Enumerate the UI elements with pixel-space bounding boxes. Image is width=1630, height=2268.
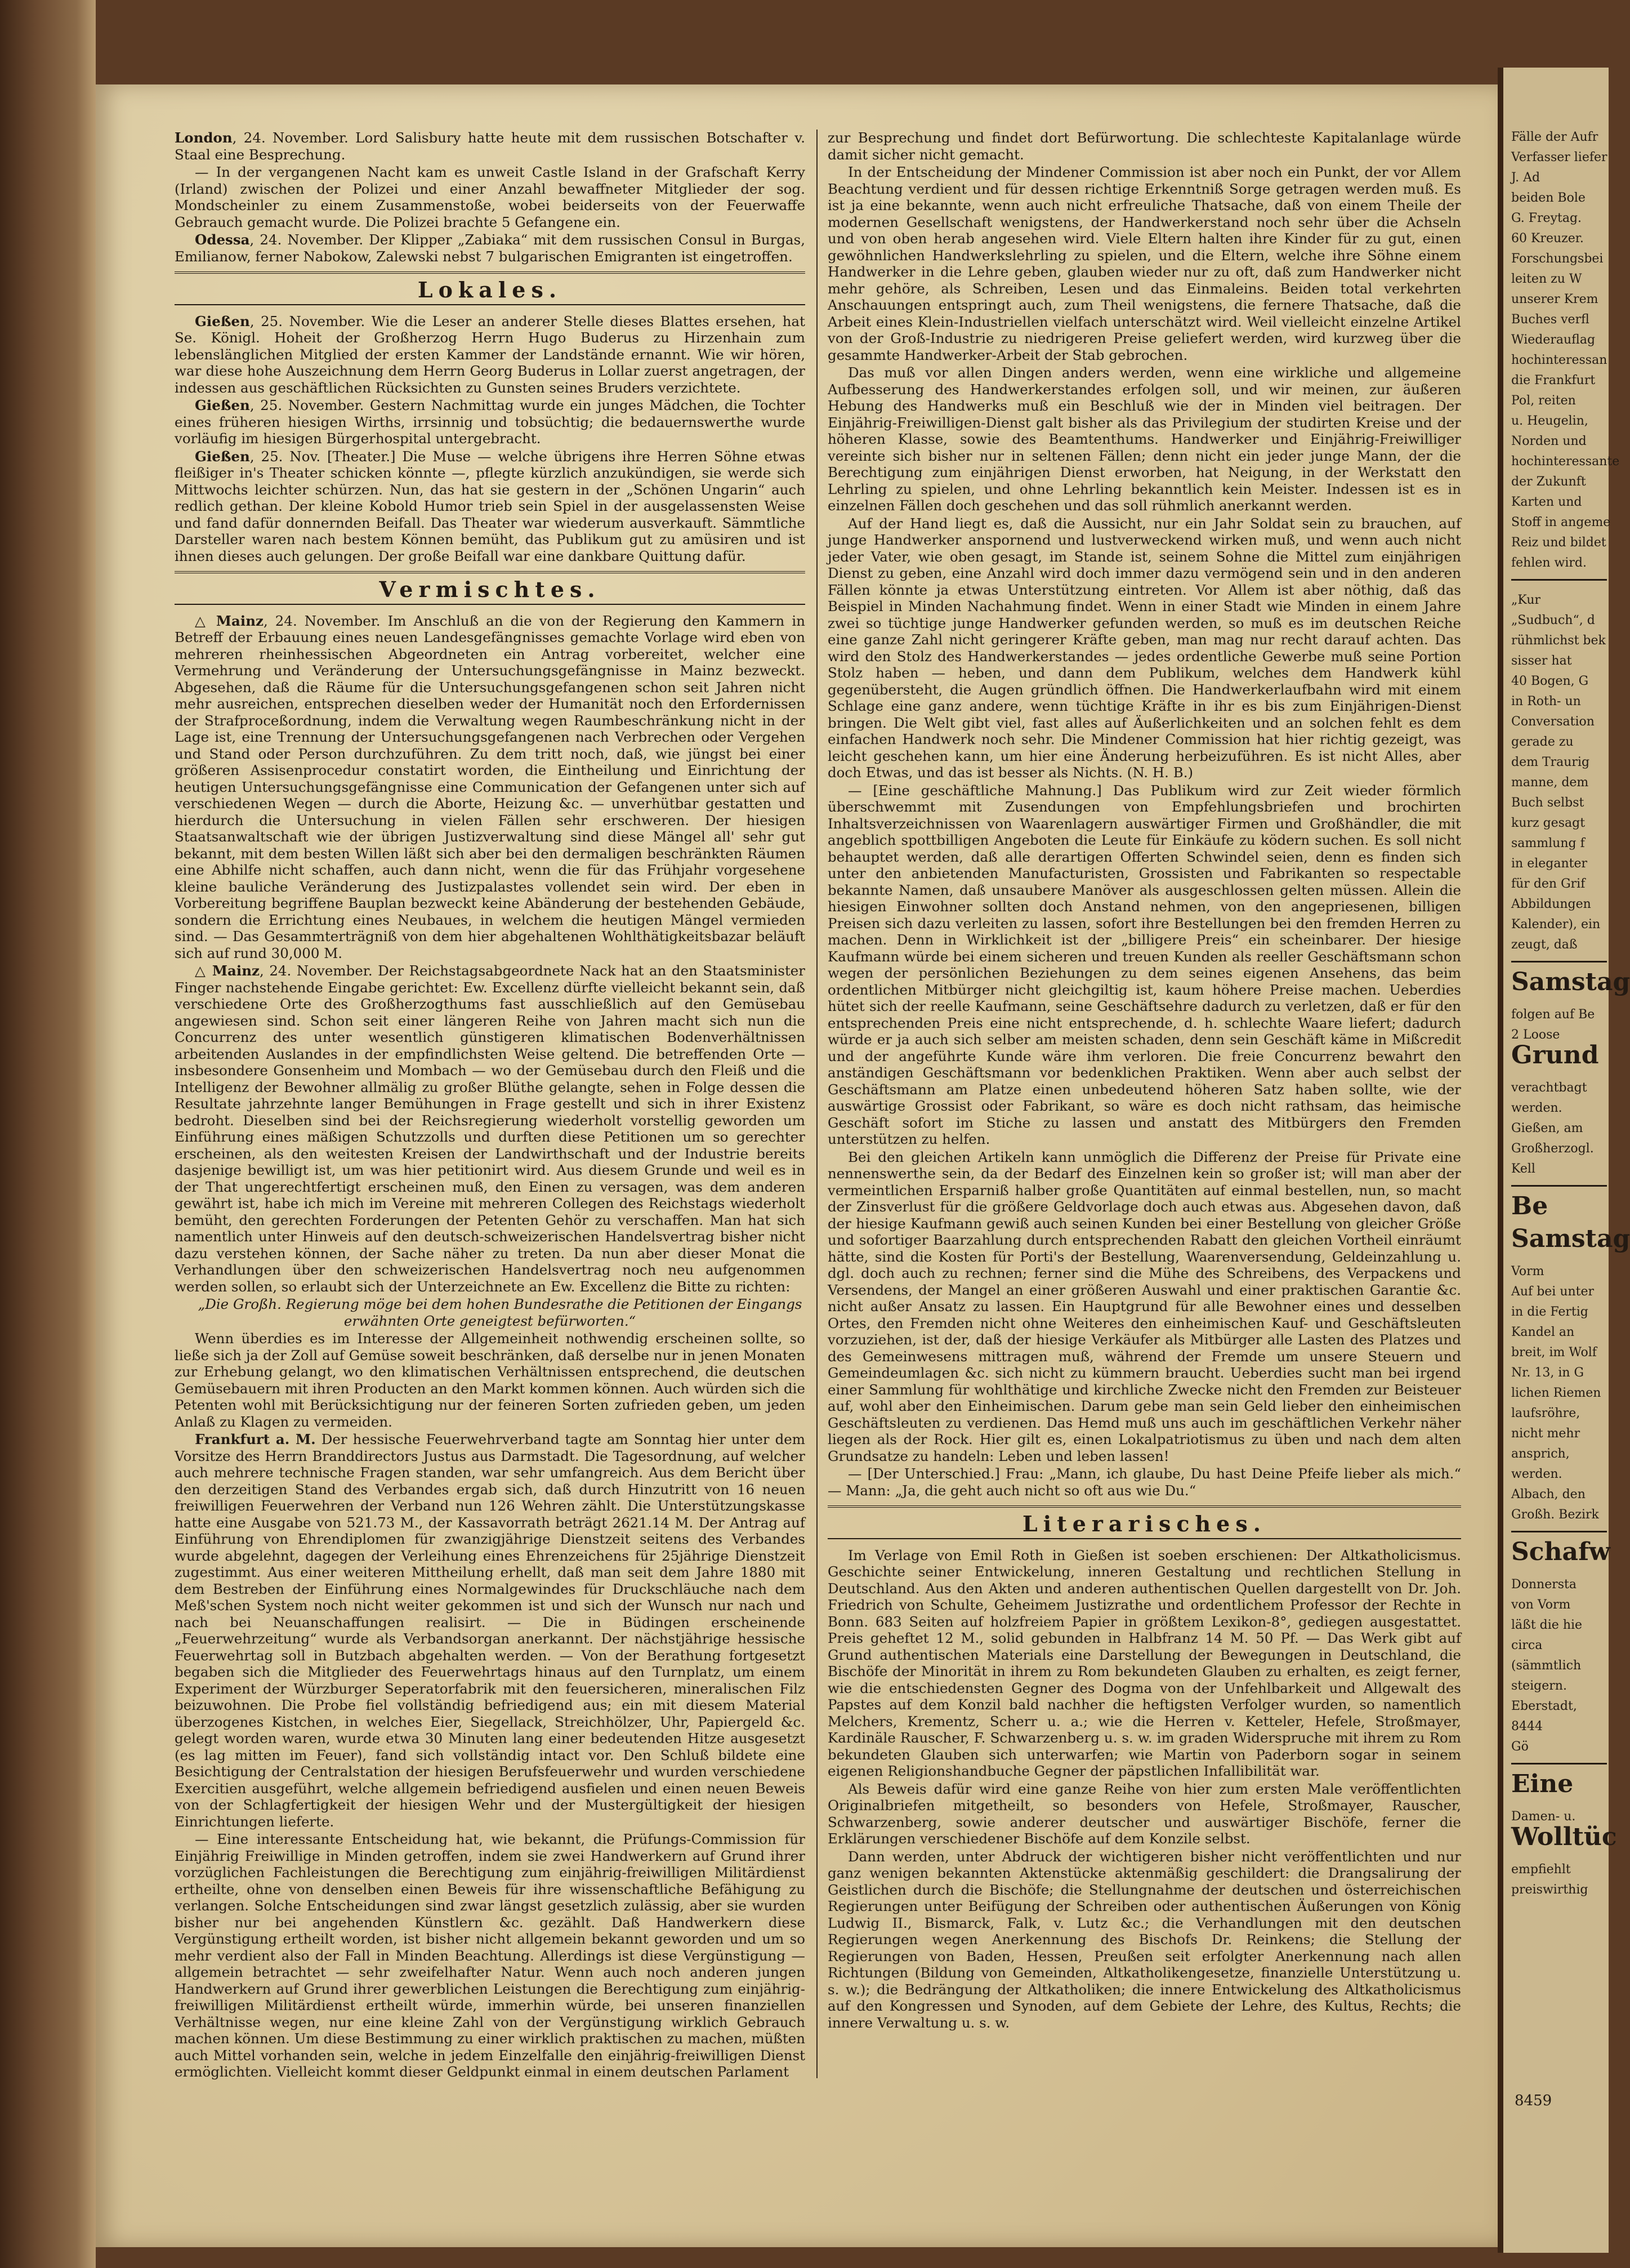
strip-line: sisser hat: [1511, 654, 1572, 668]
strip-line: Schafw: [1511, 1538, 1610, 1566]
news-london: [175, 130, 805, 163]
strip-line: der Zukunft: [1511, 475, 1586, 489]
strip-line: „Sudbuch“, d: [1511, 613, 1595, 627]
strip-line: circa: [1511, 1638, 1543, 1652]
dateline-london: London: [175, 130, 233, 146]
strip-line: Wiederauflag: [1511, 333, 1596, 347]
strip-line: die Frankfurt: [1511, 373, 1596, 387]
strip-line: kurz gesagt: [1511, 816, 1586, 830]
strip-line: Kell: [1511, 1162, 1535, 1176]
strip-line: manne, dem: [1511, 776, 1589, 790]
strip-rule: [1511, 1531, 1607, 1532]
strip-line: werden.: [1511, 1101, 1562, 1115]
strip-line: preiswirthig: [1511, 1883, 1588, 1897]
strip-line: Gießen, am: [1511, 1121, 1583, 1135]
news-ireland: — In der vergangenen Nacht kam es unweit Castle Island in der Grafschaft Kerry (Irland) zwischen der Polizei und einer Anzahl bewaffneter Mitglieder der sog. Mondscheinler zu einem Zusammenstoße, wobei beiderseits von der Feuerwaffe Gebrauch gemacht wurde. Die Polizei brachte 5 Gefangene ein.: [175, 164, 805, 230]
dateline-frankfurt: Frankfurt a. M.: [195, 1431, 316, 1447]
strip-line: für den Grif: [1511, 877, 1586, 891]
vermischtes-item-4: [175, 1431, 805, 1830]
dateline-mainz: △ Mainz: [195, 963, 260, 979]
article-paragraph-2: In der Entscheidung der Mindener Commission ist aber noch ein Punkt, der vor Allem Beachtung verdient und für dessen richtige Erkenntniß Sorge getragen werden muß. Es ist ja eine bekannte, wenn auch nicht erfreuliche Thatsache, daß von einem Theile der modernen Gesellschaft wenigstens, der Handwerkerstand noch sehr über die Achseln und von oben herab angesehen wird. Viele Eltern halten ihre Kinder für zu gut, einen gewöhnlichen Handwerkslehrling zu spielen, und die Eltern, welche ihre Söhne einem Handwerker in die Lehre geben, glauben wieder nur zu oft, daß zum Handwerker nicht mehr gehöre, als Schreiben, Lesen und das Einmaleins. Beiden total verkehrten Anschauungen entspringt auch, zum Theil wenigstens, die fernere Thatsache, daß die Arbeit eines Klein-Industriellen vielfach unterschätzt wird. Weil vielleicht einzelne Artikel von der Groß-Industrie zu niedrigeren Preise geliefert werden, wird kurzweg über die gesammte Handwerker-Arbeit der Stab gebrochen.: [828, 164, 1461, 363]
dateline-giessen: Gießen: [195, 397, 250, 413]
strip-line: unserer Krem: [1511, 292, 1598, 306]
strip-line: Donnersta: [1511, 1578, 1577, 1592]
dateline-giessen: Gießen: [195, 448, 250, 465]
strip-line: Vorm: [1511, 1264, 1544, 1278]
strip-line: Auf bei unter: [1511, 1285, 1595, 1299]
strip-line: dem Traurig: [1511, 755, 1590, 769]
strip-line: Karten und: [1511, 495, 1582, 509]
column-divider: [816, 130, 818, 2078]
strip-line: 8444: [1511, 1719, 1543, 1734]
strip-line: zeugt, daß: [1511, 938, 1578, 952]
vermischtes-item-1-text: , 24. November. Im Anschluß an die von der Regierung den Kammern in Betreff der Erbauung eines neuen Landesgefängnisses gemachte Vorlage wird eben von mehreren rheinhessischen Abgeordneten ein Antrag vorbereitet, welcher eine Vermehrung und Veränderung der Untersuchungsgefängnisse in Mainz bezweckt. Abgesehen, daß die Räume für die Untersuchungsgefangenen schon seit Jahren nicht mehr ausreichen, entsprechen dieselben weder der Humanität noch den Erfordernissen der Strafproceßordnung, indem die Verwaltung wegen Raumbeschränkung nicht in der Lage ist, eine Trennung der Untersuchungsgefangenen nach Verbrechen oder Vergehen und Stand oder Person durchzuführen. Zu dem tritt noch, daß, wie jüngst bei einer größeren Assisenprocedur constatirt worden, die Eintheilung und Einrichtung der heutigen Untersuchungsgefängnisse eine Communication der Gefangenen unter sich auf verschiedenen Wegen — durch die Aborte, Heizung &c. — unverhütbar gestatten und hierdurch die Untersuchung in vielen Fällen sehr erschweren. Der hiesigen Staatsanwaltschaft wie der übrigen Justizverwaltung sind diese Mängel all' sehr gut bekannt, mit dem besten Willen läßt sich aber bei den dermaligen beschränkten Räumen eine Abhilfe nicht schaffen, auch dann nicht, wenn die für das Frühjahr vorgesehene kleine bauliche Veränderung des Justizpalastes vollendet sein wird. Der eben in Vorbereitung begriffene Bauplan bezweckt keine Abänderung der bestehenden Gebäude, sondern die Errichtung eines Neubaues, in welchem die heutigen Mängel vermieden sind. — Das Gesammterträgniß von dem hier abgehaltenen Wohlthätigkeitsbazar beläuft sich auf rund 30,000 M.: [175, 612, 806, 961]
strip-line: empfiehlt: [1511, 1862, 1571, 1877]
strip-line: in eleganter: [1511, 857, 1588, 871]
strip-line: Nr. 13, in G: [1511, 1366, 1584, 1380]
strip-line: 2 Loose: [1511, 1028, 1560, 1042]
strip-line: Fälle der Aufr: [1511, 130, 1598, 144]
strip-line: beiden Bole: [1511, 191, 1586, 205]
strip-line: Conversation: [1511, 715, 1595, 729]
section-heading-lokales: Lokales.: [175, 271, 805, 305]
vermischtes-item-3: Wenn überdies es im Interesse der Allgemeinheit nothwendig erscheinen sollte, so ließe sich ja der Zoll auf Gemüse soweit beschränken, daß derselbe nur in jenen Monaten zur Erhebung gelangt, wo den klimatischen Verhältnissen entsprechend, die deutschen Gemüsebauern mit ihren Producten an den Markt kommen können. Auch würden sich die Petenten wohl mit Berücksichtigung nur der feineren Sorten zufrieden geben, um jeden Anlaß zu Klagen zu vermeiden.: [175, 1330, 805, 1430]
strip-line: lichen Riemen: [1511, 1386, 1601, 1400]
strip-line: Buches verfl: [1511, 313, 1589, 327]
strip-line: Eberstadt,: [1511, 1699, 1577, 1713]
dateline-mainz: △ Mainz: [195, 612, 264, 629]
right-column: [828, 130, 1461, 2032]
literary-item-1: Im Verlage von Emil Roth in Gießen ist soeben erschienen: Der Altkatholicismus. Geschichte seiner Entwickelung, inneren Gestaltung und rechtlichen Stellung in Deutschland. Aus den Akten und anderen authentischen Quellen dargestellt von Dr. Joh. Friedrich von Schulte, Geheimem Justizrathe und ordentlichem Professor der Rechte in Bonn. 683 Seiten auf holzfreiem Papier in größtem Lexikon-8°, gediegen ausgestattet. Preis geheftet 12 M., solid gebunden in Halbfranz 14 M. 50 Pf. — Das Werk gibt auf Grund authentischen Materials eine Darstellung der Bewegungen in Deutschland, die Bischöfe der Minorität in ihrem zu Rom bekundeten Glauben zu erhalten, es zeigt ferner, wie die entschiedensten Gegner des Dogma von der Unfehlbarkeit und Allgewalt des Papstes auf dem Konzil bald nachher die heftigsten Verfolger wurden, so namentlich Melchers, Krementz, Scherr u. a.; wie die Herren v. Ketteler, Hefele, Stroßmayer, Kardinäle Rauscher, F. Schwarzenberg u. s. w. im graden Widerspruche mit ihrem zu Rom bekundeten Glauben sich unterwarfen; wie Martin von Paderborn sogar in seinem eigenen Religionshandbuche Gegner der päpstlichen Infallibilität war.: [828, 1547, 1461, 1779]
strip-line: Stoff in angeme: [1511, 515, 1611, 529]
lokales-item-3: [175, 448, 805, 565]
business-warning: — [Eine geschäftliche Mahnung.] Das Publikum wird zur Zeit wieder förmlich überschwemmt mit Zusendungen von Empfehlungsbriefen und brochirten Inhaltsverzeichnissen von Waarenlagern auswärtiger Firmen und Großhändler, die mit angeblich spottbilligen Angeboten die Leute für Einkäufe zu ködern suchen. Es soll nicht behauptet werden, daß alle derartigen Offerten Schwindel seien, denn es finden sich unter den anbietenden Manufacturisten, Grossisten und Fabrikanten so respectable bekannte Namen, daß unsaubere Manöver als ausgeschlossen gelten müssen. Allein die hiesigen Einwohner sollten doch Anstand nehmen, von den angepriesenen, billigen Preisen sich dazu verleiten zu lassen, sofort ihre Bestellungen bei den fremden Herren zu machen. Denn in Wirklichkeit ist der „billigere Preis“ ein scheinbarer. Der hiesige Kaufmann würde bei einem sicheren und treuen Kunden als reeller Geschäftsmann schon wegen der persönlichen Beziehungen zu dem seines eigenen Ansehens, das beim ordentlichen Mitbürger nicht gleichgiltig ist, kaum höhere Preise machen. Ueberdies hütet sich der reelle Kaufmann, seine Geschäftsehre dadurch zu verletzen, daß er für den entsprechenden Preis eine nicht entsprechende, d. h. schlechte Waare liefert; dadurch würde er ja auch sich selber am meisten schaden, denn sein Geschäft käme in Mißcredit und der angeführte Kunde wäre ihm verloren. Die freie Concurrenz bewahrt den anständigen Geschäftsmann vor bedenklichen Praktiken. Wenn aber auch selbst der Geschäftsmann am Platze einen unbedeutend höheren Satz haben sollte, wie der auswärtige Grossist oder Fabrikant, so wäre es doch nicht rathsam, das heimische Geschäft sofort im Stiche zu lassen und anstatt des Mitbürgers den Fremden unterstützen zu helfen.: [828, 782, 1461, 1147]
article-paragraph-3: Das muß vor allen Dingen anders werden, wenn eine wirkliche und allgemeine Aufbesserung des Handwerkerstandes erfolgen soll, und wir meinen, zur äußeren Hebung des Handwerks muß ein Beschluß wie der in Minden viel beitragen. Der Einjährig-Freiwilligen-Dienst galt bisher als das Privilegium der studirten Kreise und der höheren Klasse, sowie des Beamtenthums. Handwerker und Einjährig-Freiwilliger vereinte sich bisher nur in seltenen Fällen; denn nicht ein jeder junge Mann, der die Berechtigung zum einjährigen Dienst erworben, hat Neigung, in der Werkstatt den Lehrling zu spielen, und ohne Lehrling bekanntlich kein Meister. Indessen ist es in einzelnen Fällen doch geschehen und das soll rühmlich anerkannt werden.: [828, 364, 1461, 514]
strip-line: J. Ad: [1511, 171, 1540, 185]
news-odessa: [175, 231, 805, 265]
left-column: [175, 130, 805, 2082]
strip-line: Albach, den: [1511, 1487, 1586, 1501]
strip-line: u. Heugelin,: [1511, 414, 1588, 428]
strip-line: werden.: [1511, 1467, 1562, 1481]
strip-line: Norden und: [1511, 434, 1587, 448]
strip-line: Eine: [1511, 1770, 1574, 1798]
strip-line: Pol, reiten: [1511, 394, 1576, 408]
strip-line: Damen- u.: [1511, 1810, 1576, 1824]
strip-line: Be: [1511, 1192, 1548, 1220]
strip-line: gerade zu: [1511, 735, 1574, 749]
lokales-item-3-text: , 25. Nov. [Theater.] Die Muse — welche übrigens ihre Herren Söhne etwas fleißiger in's Theater schicken könnte —, pflegte kürzlich anzukündigen, sie werde sich Mittwochs leichter schürzen. Nun, das hat sie gestern in der „Schönen Ungarin“ auch redlich gethan. Der kleine Kobold Humor trieb sein Spiel in der ausgelassensten Weise und fand dafür donnernden Beifall. Das Theater war wiederum ausverkauft. Sämmtliche Darsteller waren nach bestem Können bemüht, das Publikum gut zu amüsiren und ist ihnen dieses auch gelungen. Der große Beifall war eine dankbare Quittung dafür.: [175, 448, 805, 564]
section-heading-vermischtes: Vermischtes.: [175, 571, 805, 605]
lokales-item-2-text: , 25. November. Gestern Nachmittag wurde ein junges Mädchen, die Tochter eines früheren hiesigen Wirths, irrsinnig und tobsüchtig; die bedauernswerthe wurde vorläufig im hiesigen Bürgerhospital untergebracht.: [175, 397, 805, 447]
vermischtes-item-2: [175, 963, 805, 1295]
strip-rule: [1511, 1185, 1607, 1187]
strip-line: ansprich,: [1511, 1447, 1570, 1461]
strip-line: Großherzogl.: [1511, 1142, 1594, 1156]
lokales-item-2: [175, 397, 805, 447]
strip-line: Samstag: [1511, 968, 1630, 996]
vermischtes-item-5: — Eine interessante Entscheidung hat, wie bekannt, die Prüfungs-Commission für Einjährig Freiwillige in Minden getroffen, indem sie zwei Handwerkern auf Grund ihrer vorzüglichen Fachleistungen die Berechtigung zum einjährig-freiwilligen Militärdienst ertheilte, ohne von denselben einen Beweis für ihre wissenschaftliche Befähigung zu verlangen. Solche Entscheidungen sind zwar längst gesetzlich zulässig, aber sie wurden bisher nur bei angehenden Künstlern &c. gezählt. Daß Handwerkern diese Vergünstigung ertheilt worden, ist bisher nicht allgemein bekannt geworden und um so mehr verdient also der Fall in Minden Beachtung. Allerdings ist diese Vergünstigung — allgemein betrachtet — sehr zweifelhafter Natur. Wenn auch noch anderen jungen Handwerkern auf Grund ihrer gewerblichen Leistungen die Berechtigung zum einjährig-freiwilligen Militärdienst ertheilt würde, immerhin würde, bei unseren finanziellen Verhältnisse wegen, nur eine kleine Zahl von der Vergünstigung wirklich Gebrauch machen können. Um diese Bestimmung zu einer wirklich praktischen zu machen, müßten auch Mittel vorhanden sein, welche in jedem Einzelfalle den einjährig-freiwilligen Dienst ermöglichten. Vielleicht kommt dieser Geldpunkt einmal in einem deutschen Parlament: [175, 1831, 805, 2080]
vermischtes-item-4-text: Der hessische Feuerwehrverband tagte am Sonntag hier unter dem Vorsitze des Herrn Branddirectors Justus aus Darmstadt. Die Tagesordnung, auf welcher auch mehrere technische Fragen standen, war sehr umfangreich. Aus dem Bericht über den derzeitigen Stand des Verbandes ergab sich, daß durch Hinzutritt von 16 neuen freiwilligen Feuerwehren der Verband nun 126 Wehren zählt. Die Unterstützungskasse hatte eine Ausgabe von 521.73 M., der Kassavorrath beträgt 2621.14 M. Der Antrag auf Einführung von Ehrendiplomen für zwanzigjährige Dienstzeit seitens des Verbandes wurde abgelehnt, dagegen der Verleihung eines Ehrenzeichens für 25jährige Dienstzeit zugestimmt. Aus einer weiteren Mittheilung erhellt, daß man seit dem Jahre 1880 mit dem Bestreben der Einführung eines Normalgewindes für Druckschläuche nach dem Meß'schen System noch nicht weiter gekommen ist und sich der Wunsch nur nach und nach bei Neuanschaffungen realisirt. — Die in Büdingen erscheinende „Feuerwehrzeitung“ wurde als Verbandsorgan anerkannt. Der nächstjährige hessische Feuerwehrtag soll in Butzbach abgehalten werden. — Von der Berathung fortgesetzt begaben sich die Mitglieder des Feuerwehrtags hinaus auf den Turnplatz, um einem Experiment der Würzburger Seperatorfabrik mit den feuersicheren, mineralischen Filz beizuwohnen. Die Probe fiel vollständig befriedigend aus; ein mit diesem Material überzogenes Kistchen, in welches Eier, Siegellack, Streichhölzer, Uhr, Papiergeld &c. gelegt worden waren, wurde etwa 30 Minuten lang einer bedeutenden Hitze ausgesetzt (es lag mitten im Feuer), fand sich vollständig intact vor. Den Schluß bildete eine Besichtigung der Centralstation der hiesigen Berufsfeuerwehr und wurden verschiedene Exercitien ausgeführt, welche allgemein befriedigend ausfielen und einen neuen Beweis von der Schlagfertigkeit der hiesigen Wehr und der Mustergültigkeit der hiesigen Einrichtungen lieferte.: [175, 1431, 805, 1830]
article-continuation: zur Besprechung und findet dort Befürwortung. Die schlechteste Kapitalanlage würde damit sicher nicht gemacht.: [828, 130, 1461, 163]
strip-line: folgen auf Be: [1511, 1008, 1595, 1022]
strip-line: Verfasser liefer: [1511, 150, 1607, 164]
literary-item-2: Als Beweis dafür wird eine ganze Reihe von hier zum ersten Male veröffentlichten Originalbriefen mitgetheilt, so besonders von Hefele, Stroßmayer, Rauscher, Schwarzenberg, sowie anderer deutscher und auswärtiger Bischöfe, ferner die Erklärungen verschiedener Bischöfe auf dem Konzile selbst.: [828, 1780, 1461, 1847]
strip-line: Wolltüc: [1511, 1823, 1617, 1851]
strip-line: Gö: [1511, 1740, 1529, 1754]
strip-line: hochinteressan: [1511, 353, 1607, 367]
news-london-text: , 24. November. Lord Salisbury hatte heute mit dem russischen Botschafter v. Staal eine Besprechung.: [175, 130, 805, 163]
business-warning-2: Bei den gleichen Artikeln kann unmöglich die Differenz der Preise für Private eine nennenswerthe sein, da der Bedarf des Einzelnen kein so großer ist; will man aber der vermeintlichen Ersparniß halber große Quantitäten auf einmal bestellen, nun, so macht der Zinsverlust für die größere Geldvorlage doch auch etwas aus. Abgesehen davon, daß der hiesige Kaufmann gewiß auch seinen Kunden bei einer Bestellung von gleicher Größe und sofortiger Baarzahlung durch entsprechenden Rabatt den gleichen Vortheil einräumt hätte, sind die Kosten für Porti's der Bestellung, Waarenversendung, Geldeinzahlung u. dgl. doch auch zu rechnen; ferner sind die Mühe des Schreibens, des Verpackens und Versendens, der Mangel an einer größeren Auswahl und einer praktischen Garantie &c. nicht außer Ansatz zu lassen. Ein Hauptgrund für alle Bewohner eines und desselben Ortes, den Fremden nicht ohne Weiteres den einheimischen Kauf- und Geschäftsleuten vorzuziehen, ist der, daß der hiesige Verkäufer als Mitbürger alle Lasten des Platzes und des Gemeinwesens mittragen muß, während der Fremde um unsere Steuern und Gemeindeumlagen &c. sich nicht zu kümmern braucht. Ueberdies sucht man bei irgend einer Sammlung für wohlthätige und kirchliche Zwecke nicht den Fremden zur Beisteuer auf, wohl aber den Einheimischen. Darum gebe man sein Geld lieber den einheimischen Geschäftsleuten zu verdienen. Das Hemd muß uns auch im geschäftlichen Verkehr näher liegen als der Rock. Hier gilt es, einen Lokalpatriotismus zu üben und nach dem alten Grundsatze zu handeln: Leben und leben lassen!: [828, 1148, 1461, 1464]
strip-line: Samstag: [1511, 1224, 1630, 1253]
strip-line: läßt die hie: [1511, 1618, 1583, 1632]
strip-rule: [1511, 579, 1607, 581]
strip-line: von Vorm: [1511, 1598, 1571, 1612]
next-page-edge: [1498, 68, 1630, 2253]
strip-rule: [1511, 961, 1607, 963]
strip-line: (sämmtlich: [1511, 1659, 1582, 1673]
strip-line: laufsröhre,: [1511, 1406, 1580, 1420]
strip-line: Großh. Bezirk: [1511, 1508, 1599, 1522]
strip-line: nicht mehr: [1511, 1427, 1580, 1441]
strip-line: G. Freytag.: [1511, 211, 1582, 225]
strip-line: 60 Kreuzer.: [1511, 231, 1584, 246]
lokales-item-1: [175, 313, 805, 396]
strip-line: in Roth- un: [1511, 694, 1581, 709]
lokales-item-1-text: , 25. November. Wie die Leser an anderer Stelle dieses Blattes ersehen, hat Se. Königl. Hoheit der Großherzog Herrn Hugo Buderus zu Hirzenhain zum lebenslänglichen Mitglied der ersten Kammer der Landstände ernannt. Wie wir hören, war diese hohe Auszeichnung dem Herrn Georg Buderus in Lollar zuerst angetragen, der indessen aus geschäftlichen Rücksichten zu Gunsten seines Bruders verzichtete.: [175, 313, 805, 396]
strip-line: Buch selbst: [1511, 796, 1584, 810]
strip-line: leiten zu W: [1511, 272, 1582, 286]
strip-line: steigern.: [1511, 1679, 1567, 1693]
literary-item-3: Dann werden, unter Abdruck der wichtigeren bisher nicht veröffentlichten und nur ganz wenigen bekannten Aktenstücke aktenmäßig geschildert: die Drangsalirung der Geistlichen durch die Bischöfe; die Stellungnahme der deutschen und österreichischen Regierungen unter Beifügung der Schreiben oder authentischen Äußerungen von König Ludwig II., Bismarck, Falk, v. Lutz &c.; die Verhandlungen mit den deutschen Regierungen wegen Anerkennung des Bischofs Dr. Reinkens; die Stellung der Regierungen von Baden, Hessen, Preußen seit erfolgter Anerkennung nach allen Richtungen (Bildung von Gemeinden, Altkatholikengesetze, finanzielle Unterstützung u. s. w.); die Bedrängung der Altkatholiken; die innere Entwickelung des Altkatholicismus auf den Kongressen und Synoden, auf dem Gebiete der Lehre, des Kultus, Rechts; die innere Verwaltung u. s. w.: [828, 1848, 1461, 2031]
page-number: 8459: [1515, 2092, 1552, 2109]
strip-line: Reiz und bildet: [1511, 536, 1606, 550]
strip-line: Abbildungen: [1511, 897, 1591, 911]
strip-line: fehlen wird.: [1511, 556, 1587, 570]
strip-line: rühmlichst bek: [1511, 634, 1606, 648]
article-paragraph-4: Auf der Hand liegt es, daß die Aussicht, nur ein Jahr Soldat sein zu brauchen, auf junge Handwerker anspornend und lustverweckend wirken muß, und wenn auch nicht jeder Vater, wie oben gesagt, im Stande ist, seinem Sohne die Mittel zum einjährigen Dienst zu geben, eine Anzahl wird doch immer dazu vermögend sein und in den anderen Fällen könnte ja etwas Unterstützung eintreten. Vor Allem ist aber nöthig, daß das Beispiel in Minden Nachahmung findet. Wenn in einer Stadt wie Minden in einem Jahre zwei so tüchtige junge Handwerker gefunden werden, so muß es im deutschen Reiche eine ganze Zahl nicht geringerer Kräfte geben, man mag nur recht darauf achten. Das wird den Stolz des Handwerkerstandes — jedes ordentliche Gewerbe muß seine Portion Stolz haben — heben, und dann dem Publikum, welches dem Handwerk kühl gegenübersteht, die Augen gründlich öffnen. Die Handwerkerlaufbahn wird mit einem Schlage eine ganz andere, wenn tüchtige Kräfte in ihr es bis zum Einjährigen-Dienst bringen. Die Welt gibt viel, fast alles auf Äußerlichkeiten und an solchen fehlt es dem einfachen Handwerk noch sehr. Die Mindener Commission hat hier richtig gezeigt, was leicht geschehen kann, um hier eine Änderung herbeizuführen. Es ist nicht Alles, aber doch Etwas, und das ist besser als Nichts. (N. H. B.): [828, 515, 1461, 781]
joke-unterschied: — [Der Unterschied.] Frau: „Mann, ich glaube, Du hast Deine Pfeife lieber als mich.“ — Mann: „Ja, die geht auch nicht so oft aus wie Du.“: [828, 1465, 1461, 1499]
section-heading-literarisches: Literarisches.: [828, 1505, 1461, 1539]
strip-line: Grund: [1511, 1041, 1599, 1070]
strip-line: hochinteressante: [1511, 455, 1620, 469]
strip-line: verachtbagt: [1511, 1081, 1587, 1095]
dateline-giessen: Gießen: [195, 313, 250, 329]
dateline-odessa: Odessa: [195, 231, 250, 248]
book-binding: [0, 0, 96, 2268]
strip-line: „Kur: [1511, 593, 1541, 607]
strip-line: 40 Bogen, G: [1511, 674, 1589, 688]
news-odessa-text: , 24. November. Der Klipper „Zabiaka“ mit dem russischen Consul in Burgas, Emilianow, ferner Nabokow, Zalewski nebst 7 bulgarischen Emigranten ist eingetroffen.: [175, 231, 805, 265]
strip-line: Forschungsbei: [1511, 252, 1604, 266]
strip-line: breit, im Wolf: [1511, 1345, 1597, 1360]
strip-line: sammlung f: [1511, 836, 1585, 850]
strip-rule: [1511, 1763, 1607, 1765]
vermischtes-item-2-text: , 24. November. Der Reichstagsabgeordnete Nack hat an den Staatsminister Finger nachstehende Eingabe gerichtet: Ew. Excellenz dürfte vielleicht bekannt sein, daß verschiedene Orte des Großherzogthums fast ausschließlich auf den Gemüsebau angewiesen sind. Schon seit einer längeren Reihe von Jahren macht sich nun die Concurrenz des unter wesentlich günstigeren klimatischen Bodenverhältnissen arbeitenden Auslandes in der empfindlichsten Weise geltend. Die betreffenden Orte — insbesondere Gonsenheim und Mombach — wo der Gemüsebau durch den Fleiß und die Intelligenz der Bewohner allmälig zu großer Blüthe gelangte, sehen in Folge dessen die Resultate jahrzehnte langer Bemühungen in Frage gestellt und sich in ihrer Existenz bedroht. Dieselben sind bei der Reichsregierung wiederholt vorstellig geworden um Einführung eines mäßigen Schutzzolls und durften diese Petitionen um so gerechter erscheinen, als den weitesten Kreisen der Landwirthschaft und der Industrie bereits dasjenige bewilligt ist, um was hier petitionirt wird. Aus diesem Grunde und weil es in der That ungerechtfertigt erscheinen muß, den Einen zu versagen, was dem anderen gewährt ist, habe ich mich im Vereine mit mehreren Collegen des Reichstags wiederholt bemüht, den gerechten Forderungen der Petenten Gehör zu verschaffen. Man hat sich namentlich unter Hinweis auf den deutsch-schweizerischen Handelsvertrag bisher nicht dazu verstehen können, der Sache näher zu treten. Da nun aber dieser Monat die Verhandlungen über den schweizerischen Handelsvertrag noch neu aufgenommen werden sollen, so erlaubt sich der Unterzeichnete an Ew. Excellenz die Bitte zu richten:: [175, 963, 805, 1295]
strip-line: in die Fertig: [1511, 1305, 1588, 1319]
strip-line: Kandel an: [1511, 1325, 1575, 1339]
petition-quote: „Die Großh. Regierung möge bei dem hohen Bundesrathe die Petitionen der Eingangs erwähnten Orte geneigtest befürworten.“: [198, 1296, 802, 1329]
vermischtes-item-1: [175, 613, 805, 962]
strip-line: Kalender), ein: [1511, 917, 1601, 932]
